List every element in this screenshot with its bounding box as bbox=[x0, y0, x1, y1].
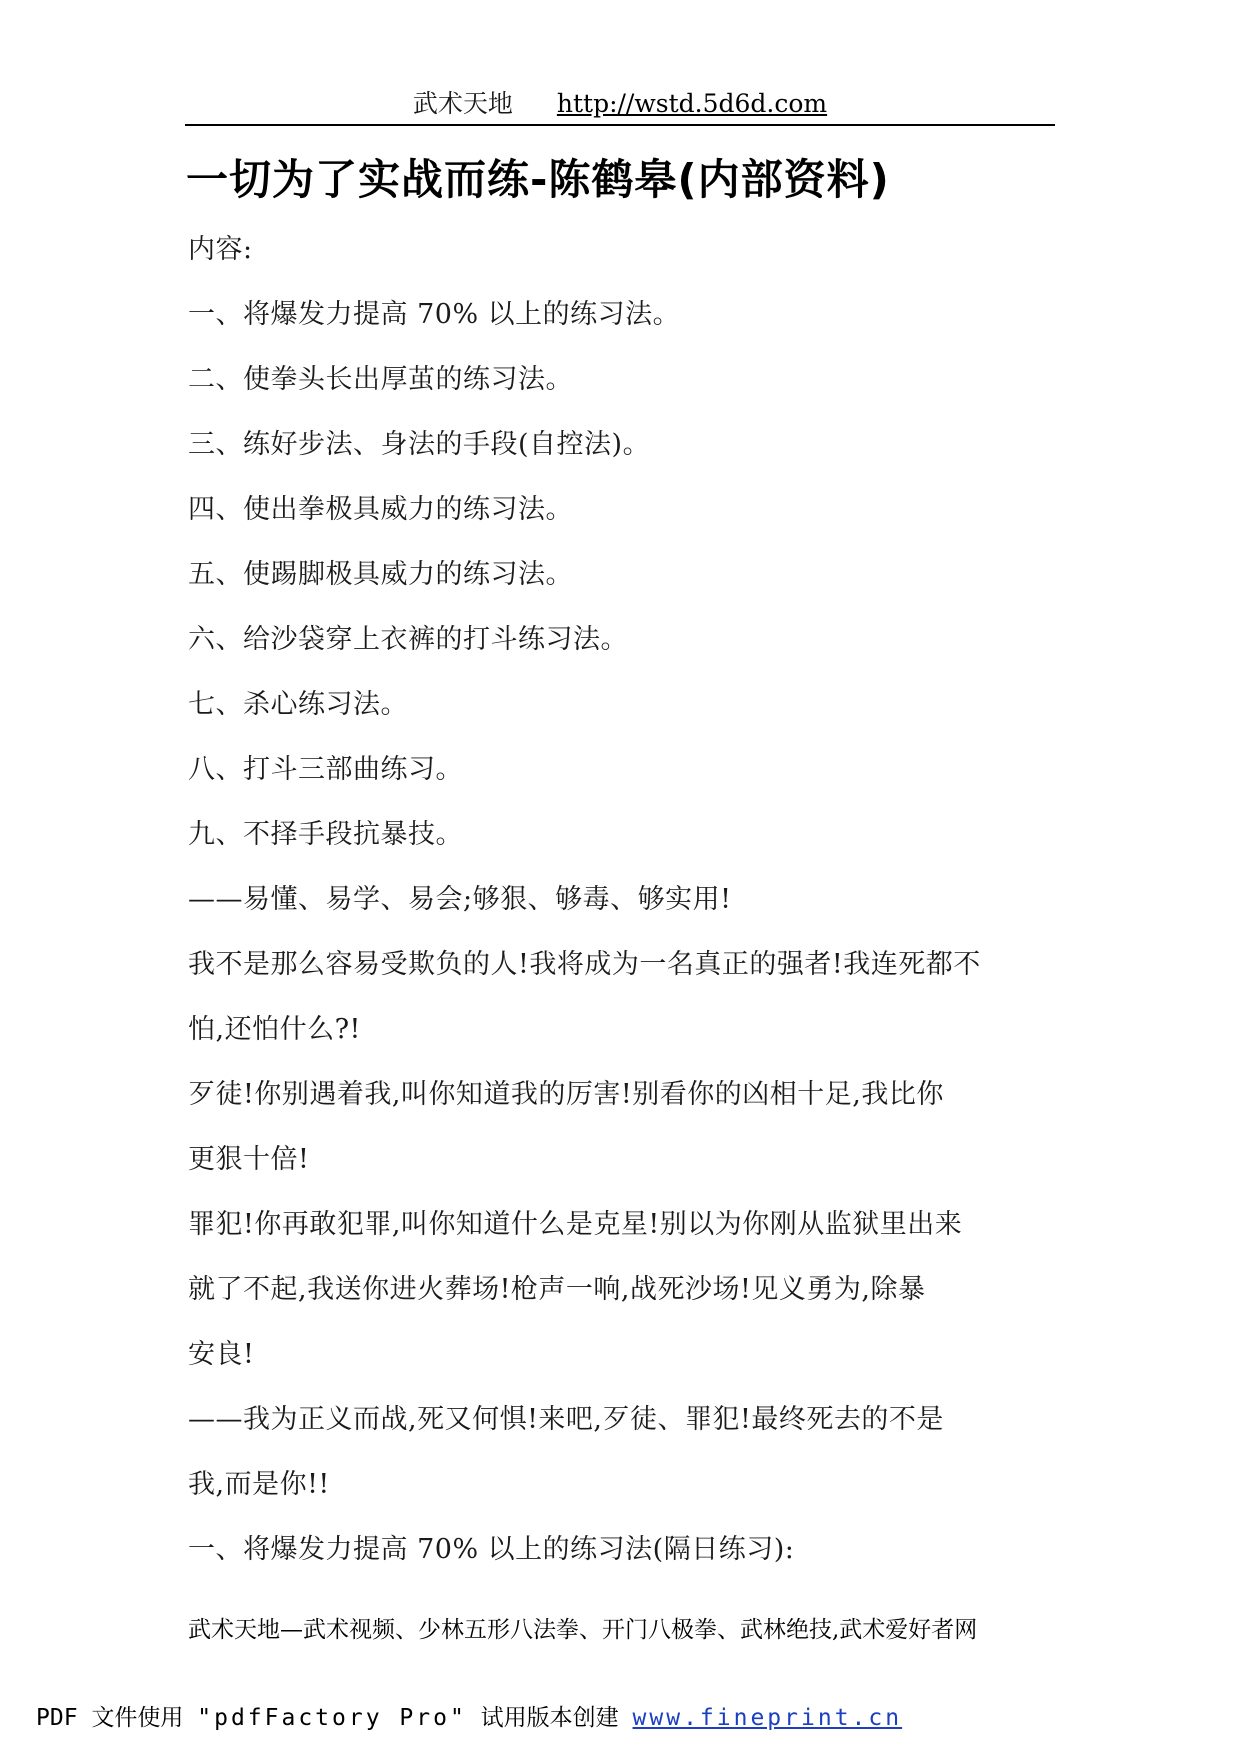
pdf-generator-footer bbox=[36, 1698, 902, 1738]
toc-item-6: 六、给沙袋穿上衣裤的打斗练习法。 bbox=[188, 624, 628, 655]
pdf-footer-link[interactable]: www.fineprint.cn bbox=[632, 1705, 903, 1731]
toc-item-1: 一、将爆发力提高 70% 以上的练习法。 bbox=[188, 299, 681, 330]
body-line: 怕,还怕什么?! bbox=[188, 1014, 361, 1045]
body-line: ——易懂、易学、易会;够狠、够毒、够实用! bbox=[188, 884, 732, 915]
toc-item-7: 七、杀心练习法。 bbox=[188, 689, 408, 720]
body-line: 歹徒!你别遇着我,叫你知道我的厉害!别看你的凶相十足,我比你 bbox=[188, 1079, 944, 1110]
pdf-footer-prefix: PDF 文件使用 bbox=[36, 1705, 184, 1731]
section-heading: 一、将爆发力提高 70% 以上的练习法(隔日练习): bbox=[188, 1534, 795, 1565]
body-line: 罪犯!你再敢犯罪,叫你知道什么是克星!别以为你刚从监狱里出来 bbox=[188, 1209, 963, 1240]
toc-item-9: 九、不择手段抗暴技。 bbox=[188, 819, 463, 850]
toc-item-2: 二、使拳头长出厚茧的练习法。 bbox=[188, 364, 573, 395]
header-site-name: 武术天地 bbox=[412, 89, 513, 118]
body-line: 更狠十倍! bbox=[188, 1144, 310, 1175]
toc-item-4: 四、使出拳极具威力的练习法。 bbox=[188, 494, 573, 525]
toc-item-3: 三、练好步法、身法的手段(自控法)。 bbox=[188, 429, 651, 460]
body-line: ——我为正义而战,死又何惧!来吧,歹徒、罪犯!最终死去的不是 bbox=[188, 1404, 944, 1435]
toc-item-5: 五、使踢脚极具威力的练习法。 bbox=[188, 559, 573, 590]
pdf-footer-product: "pdfFactory Pro" bbox=[197, 1705, 467, 1731]
document-title: 一切为了实战而练-陈鹤皋(内部资料) bbox=[186, 155, 890, 204]
body-line: 就了不起,我送你进火葬场!枪声一响,战死沙场!见义勇为,除暴 bbox=[188, 1274, 926, 1305]
document-body bbox=[188, 217, 1052, 1582]
body-line: 我,而是你!! bbox=[188, 1469, 330, 1500]
header-site-link[interactable]: http://wstd.5d6d.com bbox=[556, 89, 828, 118]
toc-item-8: 八、打斗三部曲练习。 bbox=[188, 754, 463, 785]
body-line: 安良! bbox=[188, 1339, 255, 1370]
page-header bbox=[185, 84, 1055, 126]
body-line: 我不是那么容易受欺负的人!我将成为一名真正的强者!我连死都不 bbox=[188, 949, 981, 980]
body-line: 内容: bbox=[188, 234, 253, 265]
page-footer-note: 武术天地—武术视频、少林五形八法拳、开门八极拳、武林绝技,武术爱好者网 bbox=[188, 1617, 978, 1643]
pdf-footer-suffix: 试用版本创建 bbox=[480, 1705, 619, 1731]
